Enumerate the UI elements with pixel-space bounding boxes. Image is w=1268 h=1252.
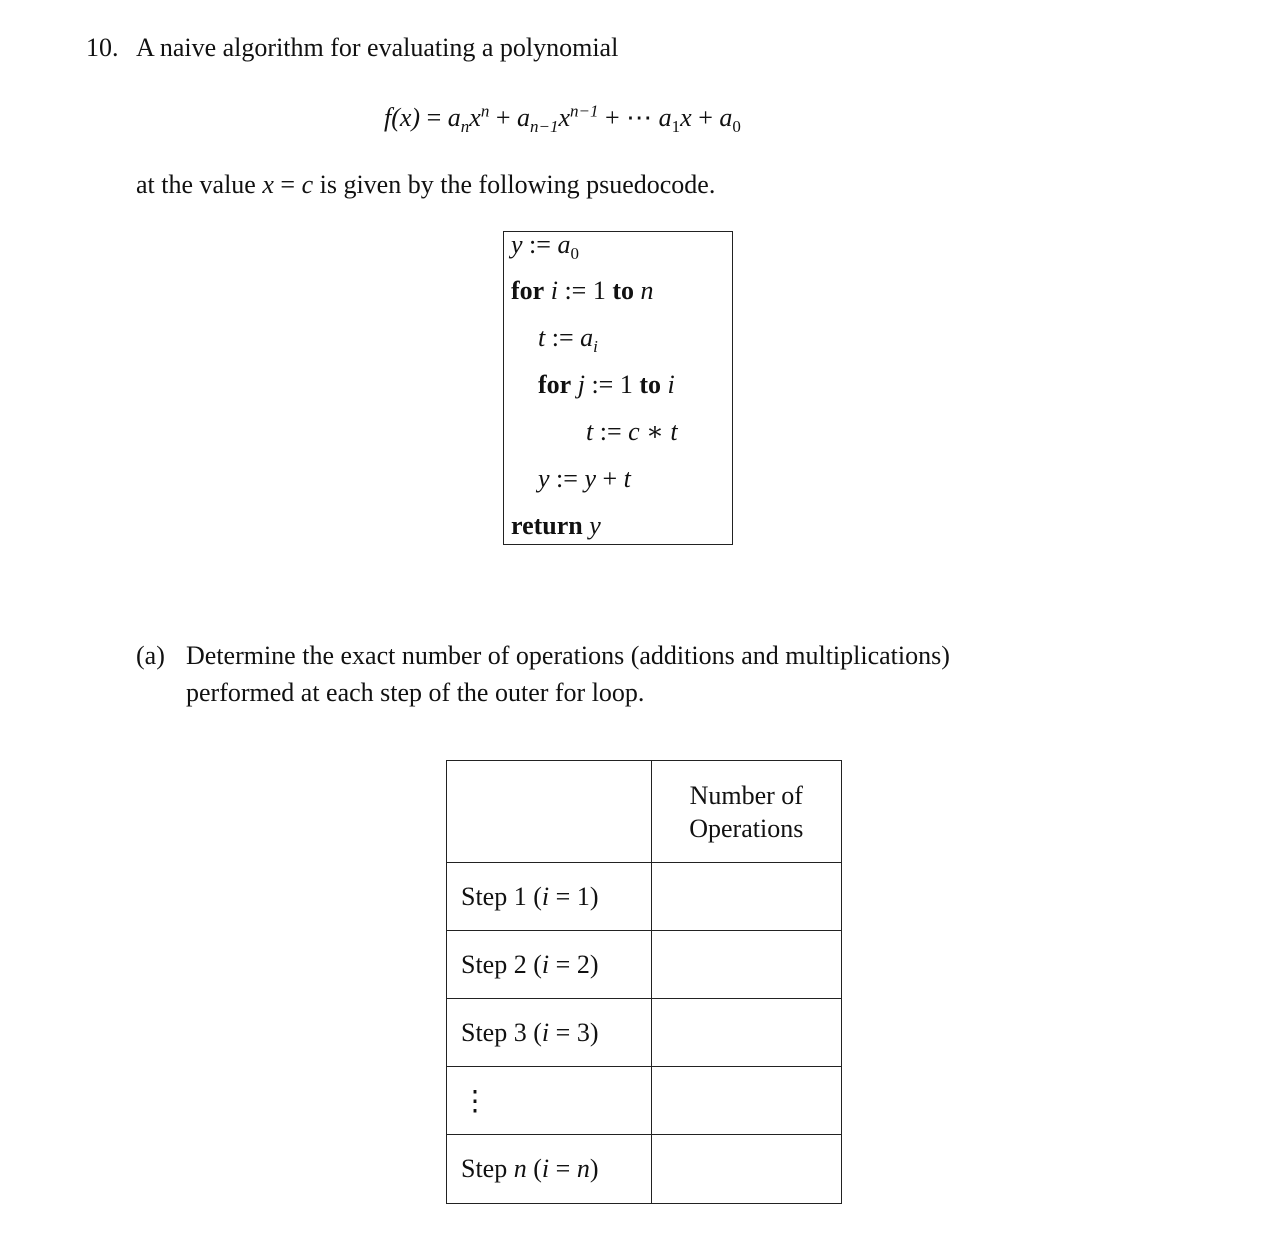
- header-line-1: Number of: [689, 780, 803, 810]
- coef-a: a: [516, 103, 530, 132]
- sub: 0: [570, 244, 579, 264]
- part-a-line-1: Determine the exact number of operations (additions and multiplications): [186, 641, 950, 670]
- step-label: Step 1 (i = 1): [447, 863, 652, 931]
- code-line-5: [586, 416, 678, 448]
- op: +: [602, 464, 618, 493]
- sup-n: n: [480, 101, 490, 121]
- sub-n-minus-1: n−1: [529, 117, 559, 137]
- table-row: [447, 999, 842, 1067]
- coef-a: a: [447, 103, 461, 132]
- step-label: Step n (i = n): [447, 1135, 652, 1204]
- operations-cell[interactable]: [651, 931, 841, 999]
- var-x: x: [469, 103, 481, 132]
- plus: +: [698, 103, 713, 132]
- var-x: x: [680, 103, 692, 132]
- var: t: [538, 323, 546, 352]
- header-operations: [651, 761, 841, 863]
- var: y: [589, 511, 601, 540]
- coef-a: a: [580, 323, 594, 352]
- var: y: [511, 230, 523, 259]
- coef-a: a: [658, 103, 672, 132]
- header-empty-cell: [447, 761, 652, 863]
- code-line-7: [511, 510, 601, 542]
- start: 1: [592, 276, 606, 305]
- var-t: t: [623, 464, 631, 493]
- polynomial-formula: [384, 101, 741, 137]
- end: n: [640, 276, 654, 305]
- sub: i: [593, 337, 598, 357]
- coef-a: a: [557, 230, 571, 259]
- problem-number: 10.: [86, 33, 119, 62]
- operations-table: [446, 760, 842, 1204]
- code-line-2: [511, 275, 654, 307]
- operations-cell[interactable]: [651, 1067, 841, 1135]
- operations-cell[interactable]: [651, 999, 841, 1067]
- var: t: [586, 417, 594, 446]
- problem-intro: A naive algorithm for evaluating a polynomial: [136, 33, 619, 62]
- var-y: y: [584, 464, 596, 493]
- table-row: [447, 1067, 842, 1135]
- sub-0: 0: [732, 117, 741, 137]
- var: i: [550, 276, 558, 305]
- operations-cell[interactable]: [651, 863, 841, 931]
- assign: :=: [551, 323, 574, 352]
- keyword-for: for: [538, 370, 572, 399]
- table-header-row: [447, 761, 842, 863]
- var: y: [538, 464, 550, 493]
- table-row: [447, 931, 842, 999]
- sub-1: 1: [671, 117, 681, 137]
- keyword-for: for: [511, 276, 545, 305]
- text: at the value: [136, 170, 256, 199]
- end: i: [667, 370, 675, 399]
- coef-a: a: [719, 103, 733, 132]
- start: 1: [619, 370, 633, 399]
- var-x: x: [262, 170, 274, 199]
- table-row: [447, 1135, 842, 1204]
- assign: :=: [564, 276, 587, 305]
- sup-n-minus-1: n−1: [570, 101, 599, 121]
- table-row: [447, 863, 842, 931]
- dots: ⋯: [626, 103, 653, 132]
- code-line-4: [538, 369, 675, 401]
- part-a-label: (a): [136, 641, 165, 670]
- var: j: [577, 370, 585, 399]
- eq: =: [280, 170, 296, 199]
- vertical-dots: ⋮: [461, 1085, 489, 1117]
- assign: :=: [529, 230, 551, 259]
- plus: +: [495, 103, 511, 132]
- assign: :=: [591, 370, 614, 399]
- text: is given by the following psuedocode.: [319, 170, 716, 199]
- header-line-2: Operations: [689, 813, 804, 843]
- vdots-cell: [447, 1067, 652, 1135]
- keyword-to: to: [612, 276, 634, 305]
- step-label: Step 2 (i = 2): [447, 931, 652, 999]
- var-c: c: [628, 417, 640, 446]
- var-c: c: [301, 170, 314, 199]
- code-line-3: [538, 322, 598, 357]
- var-t: t: [670, 417, 678, 446]
- operations-cell[interactable]: [651, 1135, 841, 1204]
- formula-eq: =: [426, 103, 442, 132]
- keyword-to: to: [639, 370, 661, 399]
- formula-context: [136, 169, 715, 201]
- sub-n: n: [460, 117, 470, 137]
- assign: :=: [599, 417, 622, 446]
- plus: +: [605, 103, 620, 132]
- step-label: Step 3 (i = 3): [447, 999, 652, 1067]
- keyword-return: return: [511, 511, 583, 540]
- var-x: x: [558, 103, 571, 132]
- pseudocode-box: [503, 231, 733, 545]
- part-a-line-2: performed at each step of the outer for loop.: [186, 678, 645, 707]
- assign: :=: [556, 464, 578, 493]
- code-line-1: [511, 229, 579, 264]
- code-line-6: [538, 463, 631, 495]
- op: ∗: [646, 417, 664, 446]
- formula-lhs: f(x): [384, 103, 421, 132]
